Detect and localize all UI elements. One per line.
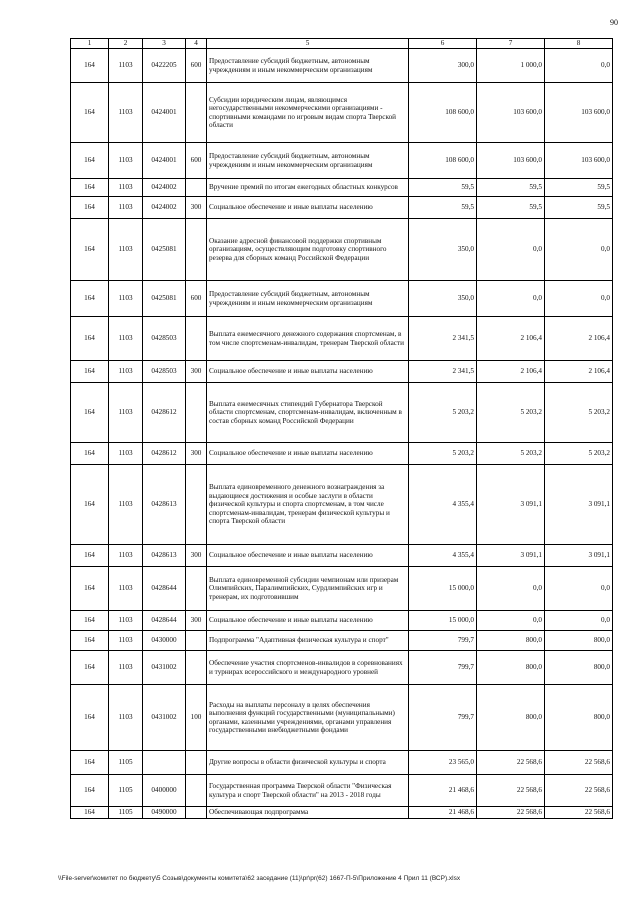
table-cell: 59,5 (409, 179, 477, 197)
table-row (71, 465, 613, 545)
row-description: Социальное обеспечение и иные выплаты населению (207, 611, 409, 631)
table-cell: 0431002 (143, 685, 186, 751)
table-cell: 164 (71, 361, 109, 383)
table-cell: 164 (71, 651, 109, 685)
table-cell: 23 565,0 (409, 751, 477, 775)
table-cell (186, 383, 207, 443)
table-cell: 0428612 (143, 443, 186, 465)
table-cell: 0422205 (143, 49, 186, 83)
row-description: Обеспечение участия спортсменов-инвалидов в соревнованиях и турнирах всероссийского и международного уровней (207, 651, 409, 685)
table-cell: 0428613 (143, 465, 186, 545)
table-cell: 164 (71, 317, 109, 361)
table-row (71, 685, 613, 751)
table-cell: 800,0 (477, 631, 545, 651)
column-header: 1 (71, 39, 109, 49)
table-row (71, 361, 613, 383)
table-cell: 1103 (109, 611, 143, 631)
table-row (71, 567, 613, 611)
table-cell: 1103 (109, 197, 143, 219)
table-cell (186, 807, 207, 819)
table-cell: 59,5 (477, 179, 545, 197)
table-cell: 1103 (109, 685, 143, 751)
table-cell: 5 203,2 (477, 383, 545, 443)
table-cell: 164 (71, 179, 109, 197)
table-cell (186, 567, 207, 611)
column-header: 2 (109, 39, 143, 49)
table-cell (186, 465, 207, 545)
table-cell: 4 355,4 (409, 545, 477, 567)
table-cell: 0,0 (477, 281, 545, 317)
table-cell: 22 568,6 (545, 751, 613, 775)
table-cell: 164 (71, 631, 109, 651)
table-cell: 0428503 (143, 317, 186, 361)
row-description: Социальное обеспечение и иные выплаты населению (207, 361, 409, 383)
table-cell (186, 83, 207, 143)
table-cell: 1103 (109, 545, 143, 567)
table-row (71, 143, 613, 179)
table-row (71, 49, 613, 83)
table-cell: 0428644 (143, 611, 186, 631)
row-description: Социальное обеспечение и иные выплаты населению (207, 443, 409, 465)
row-description: Оказание адресной финансовой поддержки спортивным организациям, осуществляющим подготовку спортивного резерва для сборных команд Российской Федерации (207, 219, 409, 281)
table-cell: 0430000 (143, 631, 186, 651)
table-cell: 0424001 (143, 83, 186, 143)
table-cell: 103 600,0 (477, 83, 545, 143)
row-description: Социальное обеспечение и иные выплаты населению (207, 197, 409, 219)
table-cell: 1103 (109, 631, 143, 651)
table-cell: 1103 (109, 567, 143, 611)
table-cell: 799,7 (409, 631, 477, 651)
table-cell: 350,0 (409, 281, 477, 317)
table-cell: 0431002 (143, 651, 186, 685)
table-cell: 799,7 (409, 651, 477, 685)
table-cell: 21 468,6 (409, 775, 477, 807)
table-cell: 3 091,1 (477, 465, 545, 545)
table-cell: 300 (186, 361, 207, 383)
row-description: Социальное обеспечение и иные выплаты населению (207, 545, 409, 567)
table-cell: 15 000,0 (409, 611, 477, 631)
table-cell: 3 091,1 (477, 545, 545, 567)
table-cell: 0490000 (143, 807, 186, 819)
row-description: Выплата ежемесячных стипендий Губернатора Тверской области спортсменам, спортсменам-инвалидам, включенным в состав сборных команд Российской Федерации (207, 383, 409, 443)
table-row (71, 651, 613, 685)
table-cell: 108 600,0 (409, 83, 477, 143)
table-cell: 2 341,5 (409, 361, 477, 383)
table-cell: 300 (186, 611, 207, 631)
table-cell: 164 (71, 567, 109, 611)
row-description: Выплата единовременного денежного вознаграждения за выдающиеся достижения и особые заслуги в области физической культуры и спорта спортсменам, в том числе спортсменам-инвалидам, тренерам физической культуры и спорта Тверской области (207, 465, 409, 545)
table-cell: 5 203,2 (545, 443, 613, 465)
column-header: 3 (143, 39, 186, 49)
column-header: 8 (545, 39, 613, 49)
table-cell: 1103 (109, 383, 143, 443)
table-cell: 103 600,0 (545, 143, 613, 179)
row-description: Расходы на выплаты персоналу в целях обеспечения выполнения функций государственными (муниципальными) органами, казенными учреждениями, органами управления государственными внебюджетными фондами (207, 685, 409, 751)
table-cell: 22 568,6 (545, 775, 613, 807)
table-cell (186, 219, 207, 281)
table-cell: 300 (186, 443, 207, 465)
table-cell: 164 (71, 443, 109, 465)
column-header: 7 (477, 39, 545, 49)
table-cell (186, 317, 207, 361)
table-cell: 164 (71, 751, 109, 775)
table-cell: 164 (71, 281, 109, 317)
table-cell: 1103 (109, 179, 143, 197)
table-row (71, 317, 613, 361)
table-cell: 0,0 (545, 281, 613, 317)
table-cell: 164 (71, 143, 109, 179)
table-cell: 1103 (109, 83, 143, 143)
table-cell: 600 (186, 49, 207, 83)
table-cell: 164 (71, 685, 109, 751)
table-cell: 2 106,4 (545, 317, 613, 361)
table-cell: 0424002 (143, 197, 186, 219)
table-cell: 2 106,4 (545, 361, 613, 383)
header-row (71, 39, 613, 49)
table-cell: 1103 (109, 443, 143, 465)
table-cell: 2 106,4 (477, 317, 545, 361)
table-cell: 2 106,4 (477, 361, 545, 383)
table-cell: 103 600,0 (477, 143, 545, 179)
table-cell: 799,7 (409, 685, 477, 751)
column-header: 4 (186, 39, 207, 49)
table-cell: 0,0 (545, 219, 613, 281)
table-cell: 0424001 (143, 143, 186, 179)
table-row (71, 383, 613, 443)
table-cell: 0428644 (143, 567, 186, 611)
table-cell: 600 (186, 281, 207, 317)
table-cell: 300 (186, 545, 207, 567)
row-description: Выплата ежемесячного денежного содержания спортсменам, в том числе спортсменам-инвалидам, тренерам Тверской области (207, 317, 409, 361)
table-cell: 1103 (109, 361, 143, 383)
table-row (71, 197, 613, 219)
table-cell: 103 600,0 (545, 83, 613, 143)
table-cell: 100 (186, 685, 207, 751)
table-cell: 2 341,5 (409, 317, 477, 361)
table-row (71, 611, 613, 631)
row-description: Обеспечивающая подпрограмма (207, 807, 409, 819)
table-cell: 1103 (109, 281, 143, 317)
table-row (71, 751, 613, 775)
table-cell: 164 (71, 545, 109, 567)
column-header: 6 (409, 39, 477, 49)
table-cell (186, 651, 207, 685)
table-cell: 22 568,6 (477, 807, 545, 819)
table-body (71, 49, 613, 819)
table-cell: 1103 (109, 49, 143, 83)
table-cell: 15 000,0 (409, 567, 477, 611)
table-cell (186, 179, 207, 197)
table-cell: 5 203,2 (477, 443, 545, 465)
row-description: Предоставление субсидий бюджетным, автономным учреждениям и иным некоммерческим организациям (207, 143, 409, 179)
table-cell: 59,5 (409, 197, 477, 219)
table-cell: 3 091,1 (545, 545, 613, 567)
table-cell: 800,0 (477, 685, 545, 751)
row-description: Выплата единовременной субсидии чемпионам или призерам Олимпийских, Паралимпийских, Сурдлимпийских игр и тренерам, их подготовившим (207, 567, 409, 611)
table-cell: 1105 (109, 775, 143, 807)
table-cell: 0425081 (143, 219, 186, 281)
table-row (71, 443, 613, 465)
table-cell: 1105 (109, 807, 143, 819)
table-cell: 164 (71, 49, 109, 83)
row-description: Предоставление субсидий бюджетным, автономным учреждениям и иным некоммерческим организациям (207, 281, 409, 317)
file-path-footer: \\File-server\комитет по бюджету\5 Созыв\документы комитета\62 заседание (11)\pr\pr(62) 1667-П-5\Приложение 4 Прил 11 (ВСР).xlsx (58, 875, 461, 882)
table-row (71, 545, 613, 567)
table-cell (143, 751, 186, 775)
row-description: Вручение премий по итогам ежегодных областных конкурсов (207, 179, 409, 197)
table-cell: 164 (71, 807, 109, 819)
table-cell: 5 203,2 (545, 383, 613, 443)
table-row (71, 775, 613, 807)
table-cell (186, 775, 207, 807)
table-cell: 3 091,1 (545, 465, 613, 545)
table-cell: 0425081 (143, 281, 186, 317)
table-cell: 59,5 (545, 197, 613, 219)
page-number: 90 (610, 18, 618, 27)
table-cell: 800,0 (545, 685, 613, 751)
table-cell: 164 (71, 383, 109, 443)
table-cell: 1 000,0 (477, 49, 545, 83)
table-cell: 0428503 (143, 361, 186, 383)
table-cell: 300,0 (409, 49, 477, 83)
row-description: Государственная программа Тверской области "Физическая культура и спорт Тверской области" на 2013 - 2018 годы (207, 775, 409, 807)
table-cell: 1103 (109, 317, 143, 361)
table-cell: 1103 (109, 651, 143, 685)
table-cell: 22 568,6 (477, 751, 545, 775)
table-cell: 164 (71, 775, 109, 807)
table-row (71, 83, 613, 143)
table-cell: 0428613 (143, 545, 186, 567)
table-cell: 164 (71, 197, 109, 219)
table-cell: 1105 (109, 751, 143, 775)
table-cell: 600 (186, 143, 207, 179)
column-header: 5 (207, 39, 409, 49)
table-cell: 0,0 (545, 49, 613, 83)
row-description: Предоставление субсидий бюджетным, автономным учреждениям и иным некоммерческим организациям (207, 49, 409, 83)
table-cell: 0428612 (143, 383, 186, 443)
table-cell: 108 600,0 (409, 143, 477, 179)
table-cell: 5 203,2 (409, 443, 477, 465)
budget-table (70, 38, 613, 819)
table-cell: 800,0 (545, 631, 613, 651)
table-row (71, 807, 613, 819)
table-cell: 164 (71, 611, 109, 631)
table-cell: 350,0 (409, 219, 477, 281)
table-row (71, 631, 613, 651)
table-cell (186, 631, 207, 651)
table-row (71, 281, 613, 317)
table-cell: 1103 (109, 465, 143, 545)
table-cell: 1103 (109, 143, 143, 179)
table-cell: 800,0 (477, 651, 545, 685)
table-cell: 164 (71, 83, 109, 143)
table-cell: 22 568,6 (477, 775, 545, 807)
table-row (71, 179, 613, 197)
table-cell: 0424002 (143, 179, 186, 197)
row-description: Другие вопросы в области физической культуры и спорта (207, 751, 409, 775)
table-cell: 0,0 (477, 611, 545, 631)
table-cell: 21 468,6 (409, 807, 477, 819)
table-cell: 164 (71, 465, 109, 545)
table-cell: 22 568,6 (545, 807, 613, 819)
table-cell: 0400000 (143, 775, 186, 807)
row-description: Субсидии юридическим лицам, являющимся негосударственными некоммерческими организациями - спортивными командами по игровым видам спорта Тверской области (207, 83, 409, 143)
table-cell: 300 (186, 197, 207, 219)
table-cell: 4 355,4 (409, 465, 477, 545)
table-cell: 800,0 (545, 651, 613, 685)
table-cell: 0,0 (477, 219, 545, 281)
table-cell (186, 751, 207, 775)
table-cell: 5 203,2 (409, 383, 477, 443)
table-cell: 59,5 (545, 179, 613, 197)
table-cell: 0,0 (545, 611, 613, 631)
table-row (71, 219, 613, 281)
table-cell: 0,0 (545, 567, 613, 611)
table-cell: 59,5 (477, 197, 545, 219)
row-description: Подпрограмма "Адаптивная физическая культура и спорт" (207, 631, 409, 651)
table-cell: 1103 (109, 219, 143, 281)
table-cell: 0,0 (477, 567, 545, 611)
table-cell: 164 (71, 219, 109, 281)
